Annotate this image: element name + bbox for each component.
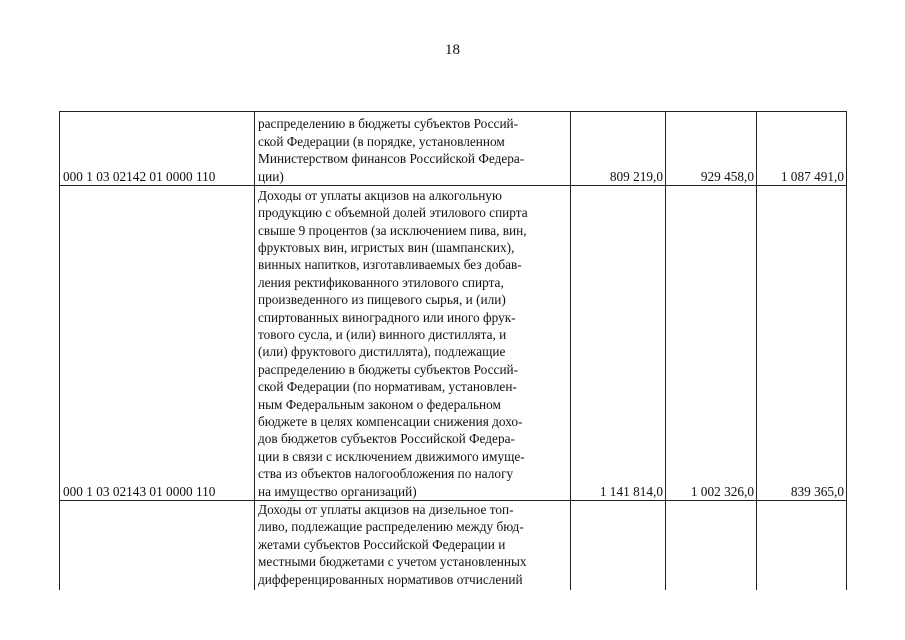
description-line: Доходы от уплаты акцизов на алкогольную <box>258 187 502 203</box>
amount-year-1: 809 219,0 <box>571 112 666 186</box>
budget-classification-code: 000 1 03 02142 01 0000 110 <box>60 112 255 186</box>
amount-year-1 <box>571 501 666 590</box>
description-line: ской Федерации (в порядке, установленном <box>258 133 505 149</box>
description-line: (или) фруктового дистиллята), подлежащие <box>258 344 506 360</box>
description-line: дов бюджетов субъектов Российской Федера- <box>258 431 515 447</box>
description-line: ления ректификованного этилового спирта, <box>258 274 504 290</box>
amount-year-2: 1 002 326,0 <box>666 186 757 501</box>
revenue-description <box>255 112 571 186</box>
revenue-description <box>255 186 571 501</box>
table-row <box>60 501 847 590</box>
description-line: произведенного из пищевого сырья, и (или) <box>258 292 506 308</box>
description-line: ции в связи с исключением движимого имуще- <box>258 448 525 464</box>
budget-revenue-table <box>59 111 847 590</box>
description-line: бюджете в целях компенсации снижения дохо- <box>258 413 523 429</box>
revenue-description <box>255 501 571 590</box>
amount-year-3 <box>757 501 847 590</box>
description-line: свыше 9 процентов (за исключением пива, вин, <box>258 222 527 238</box>
amount-year-3: 839 365,0 <box>757 186 847 501</box>
description-line: распределению в бюджеты субъектов Россий- <box>258 361 519 377</box>
description-line: жетами субъектов Российской Федерации и <box>258 536 506 552</box>
description-line: на имущество организаций) <box>258 483 417 499</box>
description-line: дифференцированных нормативов отчислений <box>258 571 523 587</box>
budget-classification-code: 000 1 03 02143 01 0000 110 <box>60 186 255 501</box>
amount-year-2: 929 458,0 <box>666 112 757 186</box>
table-row <box>60 186 847 501</box>
description-line: местными бюджетами с учетом установленных <box>258 554 527 570</box>
description-line: ным Федеральным законом о федеральном <box>258 396 501 412</box>
description-line: винных напитков, изготавливаемых без добав- <box>258 257 522 273</box>
amount-year-1: 1 141 814,0 <box>571 186 666 501</box>
table-row <box>60 112 847 186</box>
description-line: Доходы от уплаты акцизов на дизельное топ- <box>258 502 514 517</box>
description-line: ства из объектов налогообложения по налогу <box>258 466 514 482</box>
amount-year-2 <box>666 501 757 590</box>
description-line: тового сусла, и (или) винного дистиллята, и <box>258 326 507 342</box>
description-line: Министерством финансов Российской Федера- <box>258 151 525 167</box>
description-line: продукцию с объемной долей этилового спирта <box>258 205 528 221</box>
page-number: 18 <box>445 42 460 58</box>
amount-year-3: 1 087 491,0 <box>757 112 847 186</box>
description-line: ской Федерации (по нормативам, установлен- <box>258 379 517 395</box>
description-line: фруктовых вин, игристых вин (шампанских), <box>258 239 515 255</box>
budget-classification-code <box>60 501 255 590</box>
description-line: распределению в бюджеты субъектов Россий- <box>258 116 519 132</box>
description-line: спиртованных виноградного или иного фрук- <box>258 309 516 325</box>
description-line: ливо, подлежащие распределению между бюд- <box>258 519 524 535</box>
description-line: ции) <box>258 168 284 184</box>
